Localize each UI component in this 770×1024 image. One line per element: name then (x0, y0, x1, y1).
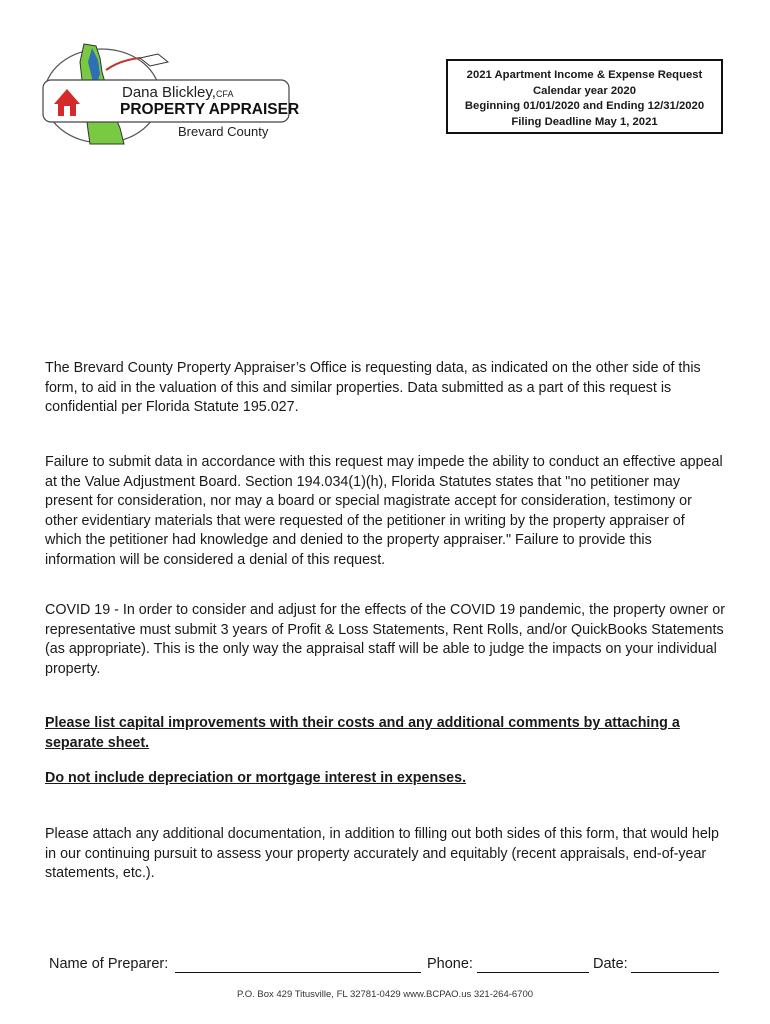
date-label: Date: (593, 956, 628, 972)
covid-paragraph: COVID 19 - In order to consider and adjust for the effects of the COVID 19 pandemic, the property owner or representative must submit 3 years of Profit & Loss Statements, Rent Rolls, and/or QuickBooks Statements (as appropriate). This is the only way the appraisal staff will be able to judge the impacts on your individual property. (45, 602, 725, 677)
confidentiality-paragraph: The Brevard County Property Appraiser’s Office is requesting data, as indicated on the other side of this form, to aid in the valuation of this and similar properties. Data submitted as a part of this request is confidential per Florida Statute 195.027. (45, 360, 701, 416)
failure-to-submit-paragraph: Failure to submit data in accordance with this request may impede the ability to conduct an effective appeal at the Value Adjustment Board. Section 194.034(1)(h), Florida Statutes states that "no petitioner may present for consideration, nor may a board or special magistrate accept for consideration, testimony or other evidentiary materials that were requested of the petitioner in writing by the property appraiser of which the petitioner had knowledge and denied to the property appraiser." Failure to provide this information will be considered a denial of this request. (45, 454, 723, 568)
phone-label: Phone: (427, 956, 473, 972)
capital-improvements-note: Please list capital improvements with their costs and any additional comments by attaching a separate sheet. (45, 715, 680, 751)
filing-deadline: Filing Deadline May 1, 2021 (511, 115, 658, 128)
footer-contact: P.O. Box 429 Titusville, FL 32781-0429 www.BCPAO.us 321-264-6700 (236, 989, 534, 1000)
preparer-label: Name of Preparer: (49, 956, 169, 972)
property-appraiser-logo (40, 40, 300, 148)
additional-documentation-paragraph: Please attach any additional documentation, in addition to filling out both sides of this form, that would help in our continuing pursuit to assess your property accurately and equitably (recent appraisals, end-of-year statements, etc.). (45, 826, 719, 882)
date-field[interactable] (631, 972, 719, 973)
depreciation-note: Do not include depreciation or mortgage interest in expenses. (45, 770, 467, 786)
county-name: Brevard County (178, 124, 269, 139)
request-title: 2021 Apartment Income & Expense Request (466, 69, 703, 81)
appraiser-title: PROPERTY APPRAISER (120, 101, 300, 118)
request-info-box (446, 59, 723, 134)
calendar-year: Calendar year 2020 (533, 84, 636, 97)
signature-row (49, 956, 729, 976)
appraiser-name: Dana Blickley,CFA (122, 84, 234, 101)
date-range: Beginning 01/01/2020 and Ending 12/31/2020 (464, 100, 705, 112)
phone-field[interactable] (477, 972, 589, 973)
preparer-name-field[interactable] (175, 972, 421, 973)
